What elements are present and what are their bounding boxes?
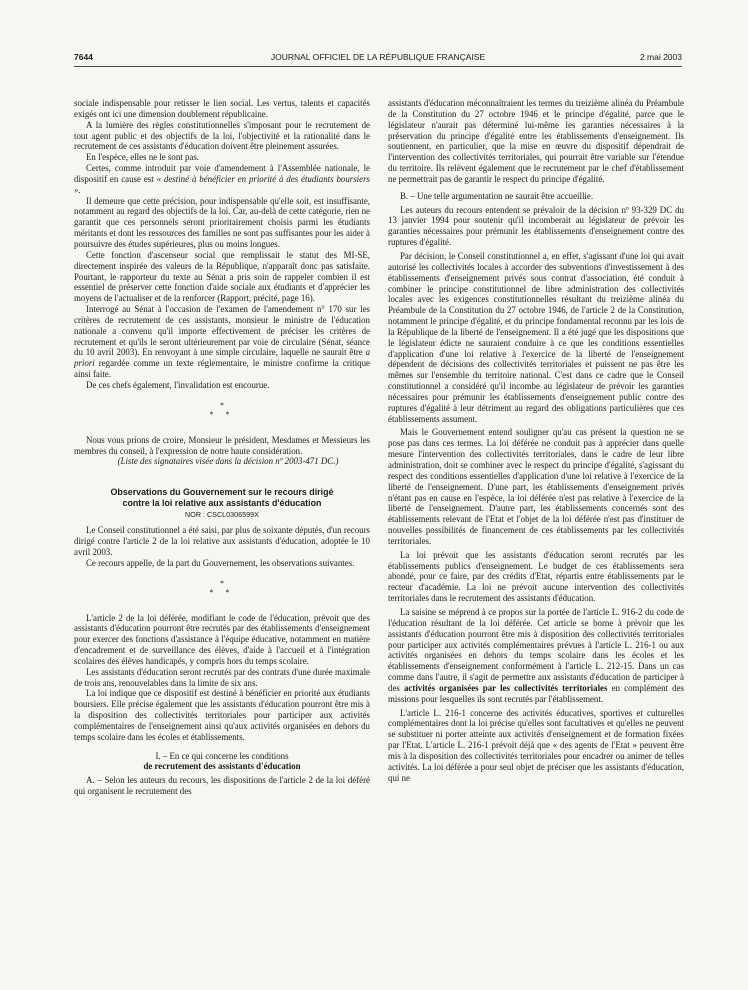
left-column bbox=[74, 98, 370, 796]
paragraph: A la lumière des règles constitutionnelles s'imposant pour le recrutement de tout agent public et des objectifs de la loi, l'objectivité et la rationalité dans le recrutement de ces assistants d'éducation doivent être pleinement assurées. bbox=[74, 119, 370, 152]
italic-term: a priori bbox=[74, 347, 370, 369]
paragraph bbox=[74, 304, 370, 380]
asterism-bottom: * * bbox=[209, 409, 235, 419]
journal-title: JOURNAL OFFICIEL DE LA RÉPUBLIQUE FRANÇAISE bbox=[270, 52, 486, 62]
observations-title-line-1: Observations du Gouvernement sur le recours dirigé bbox=[110, 487, 334, 498]
nor-reference: NOR : CSCL0306599X bbox=[185, 510, 259, 520]
paragraph bbox=[388, 607, 684, 705]
paragraph bbox=[74, 163, 370, 196]
asterism-separator bbox=[74, 579, 370, 597]
observations-title bbox=[74, 487, 370, 508]
asterism-top: * bbox=[220, 400, 224, 410]
page-header bbox=[74, 52, 682, 66]
right-column bbox=[388, 98, 684, 783]
signatories-note: (Liste des signataires visée dans la décision nº 2003-471 DC.) bbox=[117, 456, 339, 467]
paragraph: A. – Selon les auteurs du recours, les dispositions de l'article 2 de la loi déféré qui organisent le recrutement des bbox=[74, 774, 370, 796]
section-heading-line-2: de recrutement des assistants d'éducation bbox=[143, 761, 301, 772]
paragraph: L'article L. 216-1 concerne des activités éducatives, sportives et culturelles complémentaires dont la loi précise qu'elles sont facultatives et qu'elles ne peuvent se substituer ni porter atteinte aux activités d'enseignement et de formation fixées par l'Etat. L'article L. 216-1 prévoit déjà que « des agents de l'Etat » peuvent être mis à la disposition des collectivités territoriales pour encadrer ou animer de telles activités. La loi déférée a pour seul objet de préciser que les assistants d'éducation, qui ne bbox=[388, 707, 684, 783]
paragraph: Mais le Gouvernement entend souligner qu'au cas présent la question ne se pose pas dans ces termes. La loi déférée ne conduit pas à apprécier dans quelle mesure l'intervention des collectivités territoriales, dans le cadre de leur libre administration, doit se combiner avec le respect du principe d'égalité, s'agissant du respect des conditions essentielles d'application d'une loi relative à l'exercice de la liberté de l'enseignement. D'une part, les établissements d'enseignement privés n'étant pas en cause en l'espèce, la loi déférée n'est pas relative à l'exercice de la liberté de l'enseignement. D'autre part, les établissements concernés sont des établissements relevant de l'Etat et l'objet de la loi déférée n'est pas d'instituer de nouvelles possibilités de financement de ces établissements par les collectivités territoriales. bbox=[388, 427, 684, 546]
section-heading bbox=[74, 751, 370, 772]
paragraph-text: regardée comme un texte réglementaire, le ministre confirme la critique ainsi faite. bbox=[74, 358, 370, 380]
closing-formula: Nous vous prions de croire, Monsieur le président, Mesdames et Messieurs les membres du conseil, à l'expression de notre haute considération. bbox=[74, 434, 370, 456]
paragraph: La loi prévoit que les assistants d'éducation seront recrutés par les établissements publics d'enseignement. Le budget de ces établissements sera abondé, pour ce faire, par des crédits d'Etat, répartis entre établissements par le recteur d'académie. La loi ne prévoit aucune intervention des collectivités territoriales dans le recrutement des assistants d'éducation. bbox=[388, 549, 684, 604]
header-rule bbox=[74, 66, 682, 67]
paragraph: Par décision, le Conseil constitutionnel a, en effet, s'agissant d'une loi qui avait autorisé les collectivités locales à accorder des subventions d'investissement à des établissements d'enseignement privés sous contrat d'association, été conduit à combiner le principe constitutionnel de libre administration des collectivités locales avec les exigences constitutionnelles résultant du treizième alinéa du Préambule de la Constitution du 27 octobre 1946, de l'article 2 de la Constitution, notamment le principe d'égalité, et du principe fondamental reconnu par les lois de la République de la liberté de l'enseignement. Il a été jugé que les dispositions que le législateur édicte ne sauraient conduire à ce que les conditions essentielles d'application d'une loi relative à l'exercice de la liberté de l'enseignement dépendent de décisions des collectivités territoriales et puissent ne pas être les mêmes sur l'ensemble du territoire national. C'est dans ce cadre que le Conseil constitutionnel a considéré qu'il incombe au législateur de prévoir les garanties nécessaires pour prémunir les établissements d'enseignement public contre des ruptures d'égalité à leur détriment au regard des obligations particulières que ces établissements assument. bbox=[388, 250, 684, 424]
paragraph: Le Conseil constitutionnel a été saisi, par plus de soixante députés, d'un recours dirigé contre l'article 2 de la loi relative aux assistants d'éducation, adoptée le 10 avril 2003. bbox=[74, 525, 370, 557]
asterism-separator bbox=[74, 401, 370, 419]
paragraph: Ce recours appelle, de la part du Gouvernement, les observations suivantes. bbox=[86, 557, 355, 568]
section-heading-line-1: I. – En ce qui concerne les conditions bbox=[155, 750, 289, 761]
paragraph: Les assistants d'éducation seront recrutés par des contrats d'une durée maximale de trois ans, renouvelables dans la limite de six ans. bbox=[74, 666, 370, 688]
paragraph: Les auteurs du recours entendent se prévaloir de la décision nº 93-329 DC du 13 janvier 1994 pour soutenir qu'il incomberait au législateur de prévoir les garanties nécessaires pour prémunir les établissements d'enseignement contre des ruptures d'égalité. bbox=[388, 204, 684, 248]
paragraph: L'article 2 de la loi déférée, modifiant le code de l'éducation, prévoit que des assistants d'éducation pourront être recrutés par des établissements d'enseignement pour exercer des fonctions d'assistance à l'équipe éducative, notamment en matière d'encadrement et de surveillance des élèves, d'aide à l'accueil et à l'intégration scolaires des élèves handicapés, y compris hors du temps scolaire. bbox=[74, 612, 370, 666]
page-number: 7644 bbox=[74, 52, 93, 62]
paragraph-text: Certes, comme introduit par voie d'amendement à l'Assemblée nationale, le dispositif en cause est bbox=[74, 163, 370, 184]
paragraph-text: en complément des missions pour lesquelles ils sont recrutés par l'établissement. bbox=[388, 682, 684, 704]
quoted-amendment: « destiné à bénéficier en priorité à des étudiants boursiers ». bbox=[74, 173, 370, 195]
asterism-bottom: * * bbox=[209, 587, 235, 597]
paragraph: assistants d'éducation méconnaîtraient les termes du treizième alinéa du Préambule de la Constitution du 27 octobre 1946 et le principe d'égalité, parce que le législateur n'aurait pas déterminé lui-même les garanties nécessaires à la préservation du principe d'égalité entre les établissements d'enseignement. Ils soutiennent, en particulier, que la mise en œuvre du dispositif dépendrait de l'intervention des collectivités territoriales, qui pourrait être variable sur l'étendue du territoire. Ils relèvent également que le recrutement par le chef d'établissement ne permettrait pas de garantir le respect du principe d'égalité. bbox=[388, 98, 684, 184]
publication-date: 2 mai 2003 bbox=[639, 52, 682, 62]
paragraph: Il demeure que cette précision, pour indispensable qu'elle soit, est insuffisante, notamment au regard des objectifs de la loi. Car, au-delà de cette catégorie, rien ne garantit que ces personnels seront prioritairement choisis parmi les étudiants méritants et dont les ressources des familles ne sont pas suffisantes pour les aider à poursuivre des études supérieures, plus ou moins longues. bbox=[74, 195, 370, 249]
paragraph: B. – Une telle argumentation ne saurait être accueillie. bbox=[400, 190, 594, 201]
paragraph: Cette fonction d'ascenseur social que remplissait le statut des MI-SE, directement inspirée des valeurs de la République, n'apparaît donc pas satisfaite. Pourtant, le rapporteur du texte au Sénat a pris soin de rappeler combien il est essentiel de préserver cette fonction d'aide sociale aux étudiants et d'apprécier les moyens de l'actualiser et de la renforcer (Rapport, précité, page 16). bbox=[74, 249, 370, 304]
paragraph: La loi indique que ce dispositif est destiné à bénéficier en priorité aux étudiants boursiers. Elle précise également que les assistants d'éducation pourront être mis à la disposition des collectivités territoriales pour participer aux activités complémentaires de l'enseignement ainsi qu'aux activités organisées en dehors du temps scolaire dans les écoles et établissements. bbox=[74, 688, 370, 742]
paragraph: En l'espèce, elles ne le sont pas. bbox=[86, 152, 199, 163]
paragraph-text: La saisine se méprend à ce propos sur la portée de l'article L. 916-2 du code de l'éducation résultant de la loi déférée. Cet article se borne à prévoir que les assistants d'éducation pourront être mis à disposition des collectivités territoriales pour participer aux activités complémentaires prévues à l'article L. 216-1 ou aux activités organisées en dehors du temps scolaire dans les écoles et les établissements d'enseignement conformément à l'article L. 212-15. Dans un cas comme dans l'autre, il s'agit de permettre aux assistants d'éducation de participer à des bbox=[388, 606, 684, 693]
paragraph: De ces chefs également, l'invalidation est encourue. bbox=[86, 379, 270, 390]
paragraph: sociale indispensable pour retisser le lien social. Les vertus, talents et capacités exigés ont ici une dimension doublement républicaine. bbox=[74, 98, 370, 119]
observations-title-line-2: contre la loi relative aux assistants d'éducation bbox=[122, 497, 322, 508]
bold-emphasis: activités organisées par les collectivités territoriales bbox=[403, 682, 608, 693]
paragraph-text: Interrogé au Sénat à l'occasion de l'examen de l'amendement n° 170 sur les critères de recrutement de ces assistants, monsieur le ministre de l'éducation nationale a convenu qu'il importe effectivement de préciser les critères de recrutement et qu'ils le seront ultérieurement par voie de circulaire (Sénat, séance du 10 avril 2003). En renvoyant à une simple circulaire, laquelle ne saurait être bbox=[74, 304, 370, 358]
asterism-top: * bbox=[220, 578, 224, 588]
